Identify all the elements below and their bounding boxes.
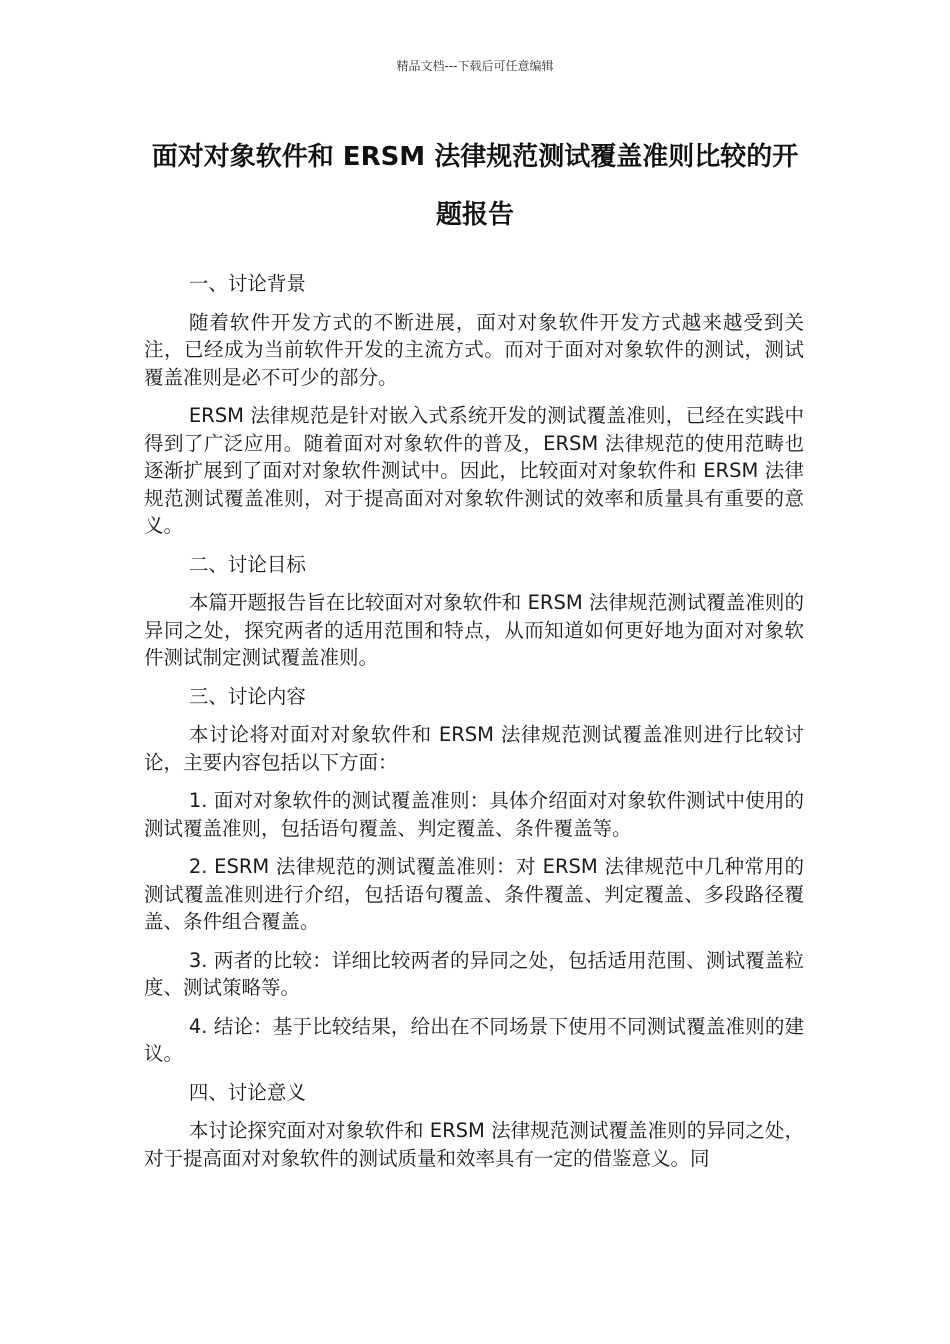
paragraph: 本讨论探究面对对象软件和 ERSM 法律规范测试覆盖准则的异同之处，对于提高面对对象软件的测试质量和效率具有一定的借鉴意义。同 xyxy=(144,1119,804,1170)
section-heading-background: 一、讨论背景 xyxy=(188,272,306,295)
list-item: 2. ESRM 法律规范的测试覆盖准则：对 ERSM 法律规范中几种常用的测试覆盖准则进行介绍，包括语句覆盖、条件覆盖、判定覆盖、多段路径覆盖、条件组合覆盖。 xyxy=(144,855,804,933)
section-heading-goals: 二、讨论目标 xyxy=(188,552,306,576)
document-title: 面对对象软件和 ERSM 法律规范测试覆盖准则比较的开题报告 xyxy=(151,142,799,230)
paragraph: ERSM 法律规范是针对嵌入式系统开发的测试覆盖准则，已经在实践中得到了广泛应用。随着面对对象软件的普及，ERSM 法律规范的使用范畴也逐渐扩展到了面对对象软件测试中。因此，比较面对对象软件和 ERSM 法律规范测试覆盖准则，对于提高面对对象软件测试的效率和质量具有重要的意义。 xyxy=(144,404,804,537)
list-item: 3. 两者的比较：详细比较两者的异同之处，包括适用范围、测试覆盖粒度、测试策略等。 xyxy=(144,948,804,999)
paragraph: 本篇开题报告旨在比较面对对象软件和 ERSM 法律规范测试覆盖准则的异同之处，探究两者的适用范围和特点，从而知道如何更好地为面对对象软件测试制定测试覆盖准则。 xyxy=(144,591,804,669)
document-body xyxy=(144,270,804,1183)
list-item: 1. 面对对象软件的测试覆盖准则：具体介绍面对对象软件测试中使用的测试覆盖准则，包括语句覆盖、判定覆盖、条件覆盖等。 xyxy=(144,789,804,840)
section-heading-content: 三、讨论内容 xyxy=(188,684,306,708)
section-heading-significance: 四、讨论意义 xyxy=(188,1080,306,1104)
paragraph: 随着软件开发方式的不断进展，面对对象软件开发方式越来越受到关注，已经成为当前软件开发的主流方式。而对于面对对象软件的测试，测试覆盖准则是必不可少的部分。 xyxy=(144,310,804,389)
list-item: 4. 结论：基于比较结果，给出在不同场景下使用不同测试覆盖准则的建议。 xyxy=(144,1014,804,1065)
paragraph: 本讨论将对面对对象软件和 ERSM 法律规范测试覆盖准则进行比较讨论，主要内容包括以下方面： xyxy=(144,723,804,774)
page-header-note: 精品文档---下载后可任意编辑 xyxy=(396,59,554,73)
